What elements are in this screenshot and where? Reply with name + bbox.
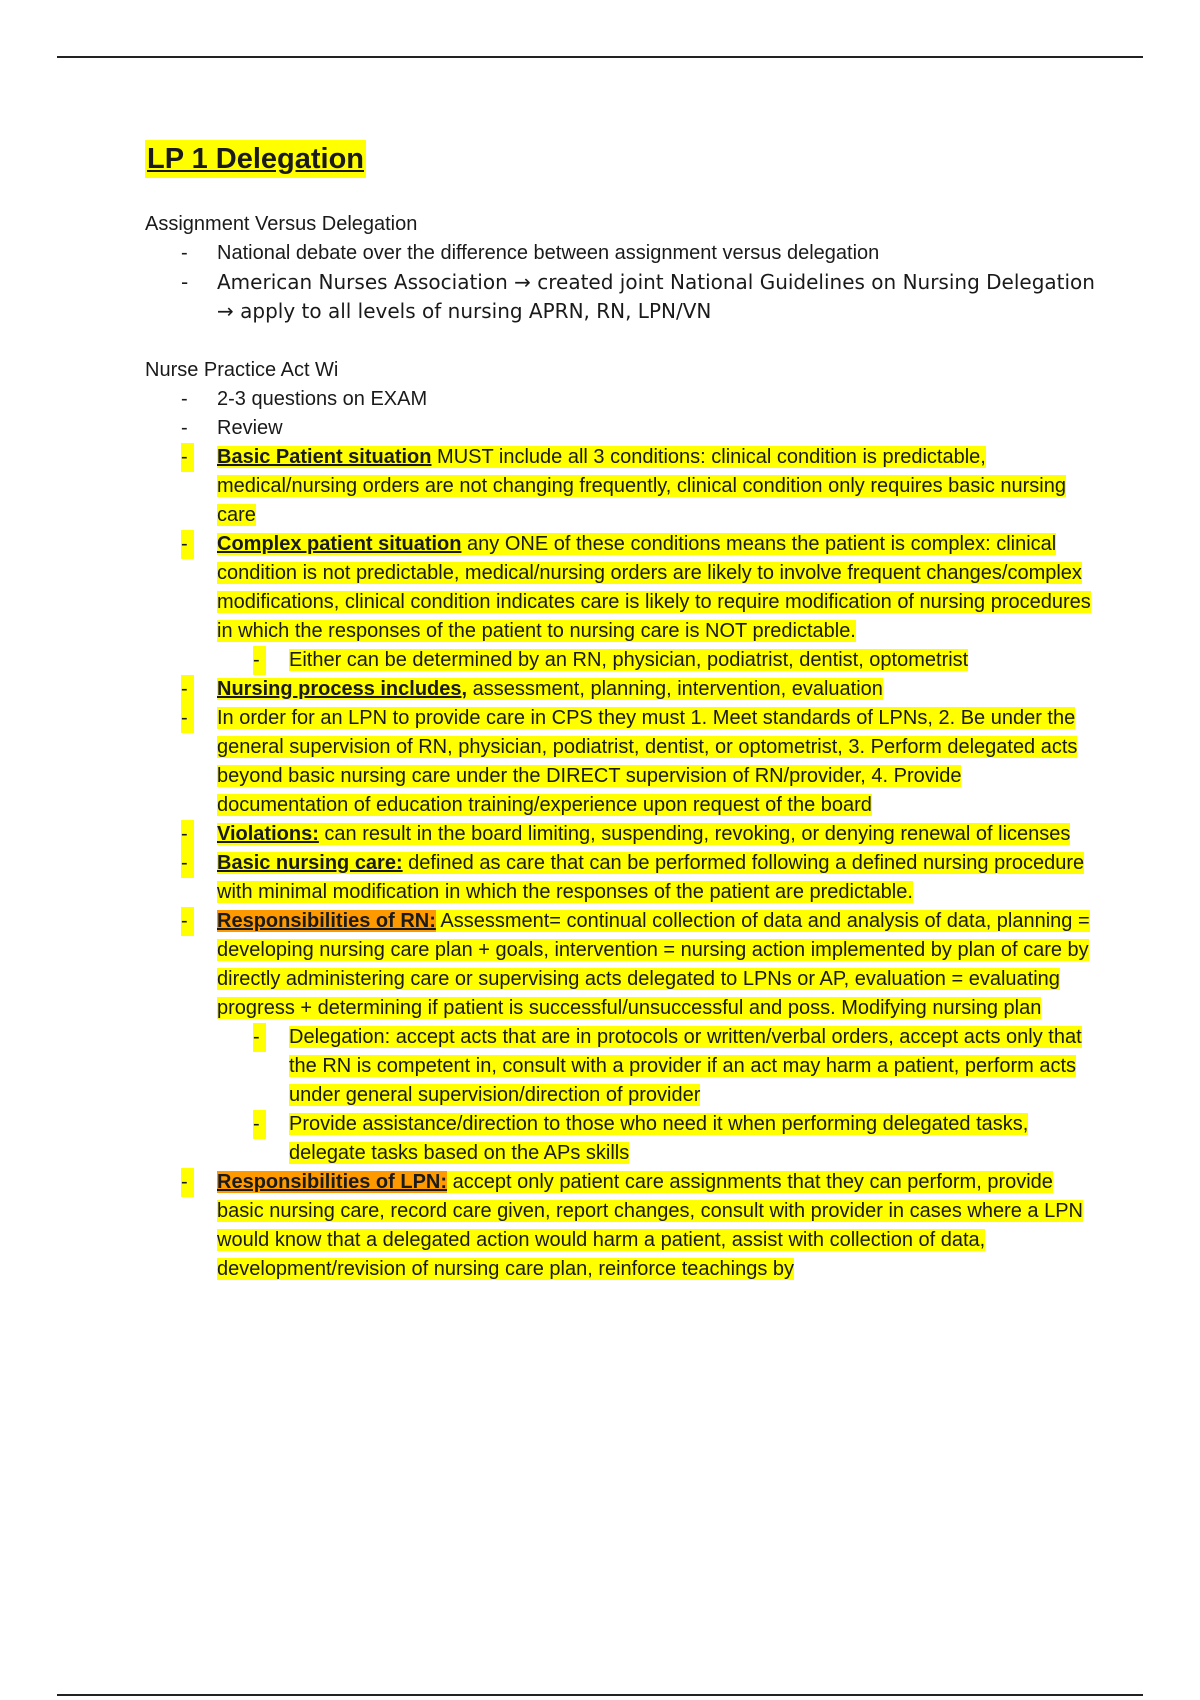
list-item-basic-nursing-care: - Basic nursing care: defined as care that can be performed following a defined nursing procedure with minimal modification in which the responses of the patient are predictable. xyxy=(145,849,1095,907)
list-item-basic-patient: - Basic Patient situation MUST include all 3 conditions: clinical condition is predictable, medical/nursing orders are not changing frequently, clinical condition only requires basic nursing care xyxy=(145,443,1095,530)
list-item: - American Nurses Association → created joint National Guidelines on Nursing Delegation → apply to all levels of nursing APRN, RN, LPN/VN xyxy=(145,268,1095,326)
list-item-rn-responsibilities: - Responsibilities of RN: Assessment= continual collection of data and analysis of data, planning = developing nursing care plan + goals, intervention = nursing action implemented by plan of care by directly administering care or supervising acts delegated to LPNs or AP, evaluation = evaluating progress + determining if patient is successful/unsuccessful and poss. Modifying nursing plan xyxy=(145,907,1095,1023)
document-page xyxy=(145,140,1095,1284)
list-item-complex-patient: - Complex patient situation any ONE of these conditions means the patient is complex: clinical condition is not predictable, medical/nursing orders are likely to involve frequent changes/complex modifications, clinical condition indicates care is likely to require modification of nursing procedures in which the responses of the patient to nursing care is NOT predictable. xyxy=(145,530,1095,646)
page-title: LP 1 Delegation xyxy=(145,140,366,178)
basic-patient-label: Basic Patient situation xyxy=(217,446,432,468)
npa-highlighted-list xyxy=(145,443,1095,1284)
list-item-nursing-process: - Nursing process includes, assessment, planning, intervention, evaluation xyxy=(145,675,1095,704)
npa-list xyxy=(145,385,1095,443)
basic-nursing-care-label: Basic nursing care: xyxy=(217,852,403,874)
nursing-process-label: Nursing process includes, xyxy=(217,678,468,700)
list-item: - National debate over the difference between assignment versus delegation xyxy=(145,239,1095,268)
lpn-responsibilities-label: Responsibilities of LPN: xyxy=(217,1171,448,1193)
sub-list-item: - Delegation: accept acts that are in protocols or written/verbal orders, accept acts only that the RN is competent in, consult with a provider if an act may harm a patient, perform acts under general supervision/direction of provider xyxy=(145,1023,1095,1110)
section-heading-npa: Nurse Practice Act Wi xyxy=(145,359,339,381)
complex-patient-label: Complex patient situation xyxy=(217,533,462,555)
sub-list-item: - Either can be determined by an RN, physician, podiatrist, dentist, optometrist xyxy=(145,646,1095,675)
violations-label: Violations: xyxy=(217,823,319,845)
assignment-list xyxy=(145,239,1095,326)
sub-list-item: - Provide assistance/direction to those who need it when performing delegated tasks, delegate tasks based on the APs skills xyxy=(145,1110,1095,1168)
list-item-violations: - Violations: can result in the board limiting, suspending, revoking, or denying renewal of licenses xyxy=(145,820,1095,849)
list-item-lpn-responsibilities: - Responsibilities of LPN: accept only patient care assignments that they can perform, provide basic nursing care, record care given, report changes, consult with provider in cases where a LPN would know that a delegated action would harm a patient, assist with collection of data, development/revision of nursing care plan, reinforce teachings by xyxy=(145,1168,1095,1284)
bottom-rule xyxy=(57,1694,1143,1696)
top-rule xyxy=(57,56,1143,58)
rn-responsibilities-label: Responsibilities of RN: xyxy=(217,910,436,932)
list-item: - Review xyxy=(145,414,1095,443)
section-heading-assignment: Assignment Versus Delegation xyxy=(145,213,418,235)
list-item: - 2-3 questions on EXAM xyxy=(145,385,1095,414)
list-item-lpn-cps: - In order for an LPN to provide care in CPS they must 1. Meet standards of LPNs, 2. Be under the general supervision of RN, physician, podiatrist, dentist, or optometrist, 3. Perform delegated acts beyond basic nursing care under the DIRECT supervision of RN/provider, 4. Provide documentation of education training/experience upon request of the board xyxy=(145,704,1095,820)
